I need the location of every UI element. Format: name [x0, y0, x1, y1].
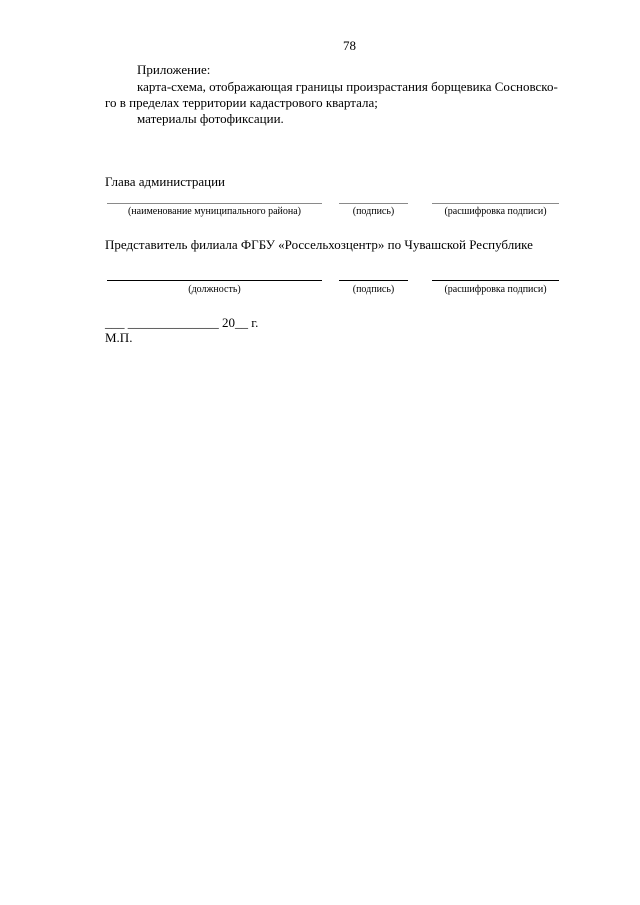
appendix-heading: Приложение:: [137, 62, 211, 77]
appendix-item-1-line-1: карта-схема, отображающая границы произрастания борщевика Сосновско-: [137, 79, 558, 94]
head-caption-name: (наименование муниципального района): [127, 206, 302, 217]
date-line: ___ ______________ 20__ г.: [105, 315, 259, 330]
head-caption-decoding: (расшифровка подписи): [444, 206, 547, 217]
rep-caption-signature: (подпись): [352, 284, 395, 295]
head-decoding-line: [432, 203, 559, 204]
head-signature-line: [339, 203, 408, 204]
page-number: 78: [343, 38, 356, 53]
stamp-place: М.П.: [105, 330, 133, 345]
rep-title: Представитель филиала ФГБУ «Россельхозцентр» по Чувашской Республике: [105, 237, 533, 252]
rep-caption-decoding: (расшифровка подписи): [444, 284, 547, 295]
rep-decoding-line: [432, 280, 559, 281]
rep-signature-line: [339, 280, 408, 281]
appendix-item-1-line-2: го в пределах территории кадастрового квартала;: [105, 95, 378, 110]
head-title: Глава администрации: [105, 174, 226, 189]
head-name-line: [107, 203, 322, 204]
appendix-item-2: материалы фотофиксации.: [137, 111, 284, 126]
rep-caption-position: (должность): [188, 284, 241, 295]
rep-position-line: [107, 280, 322, 281]
head-caption-signature: (подпись): [352, 206, 395, 217]
